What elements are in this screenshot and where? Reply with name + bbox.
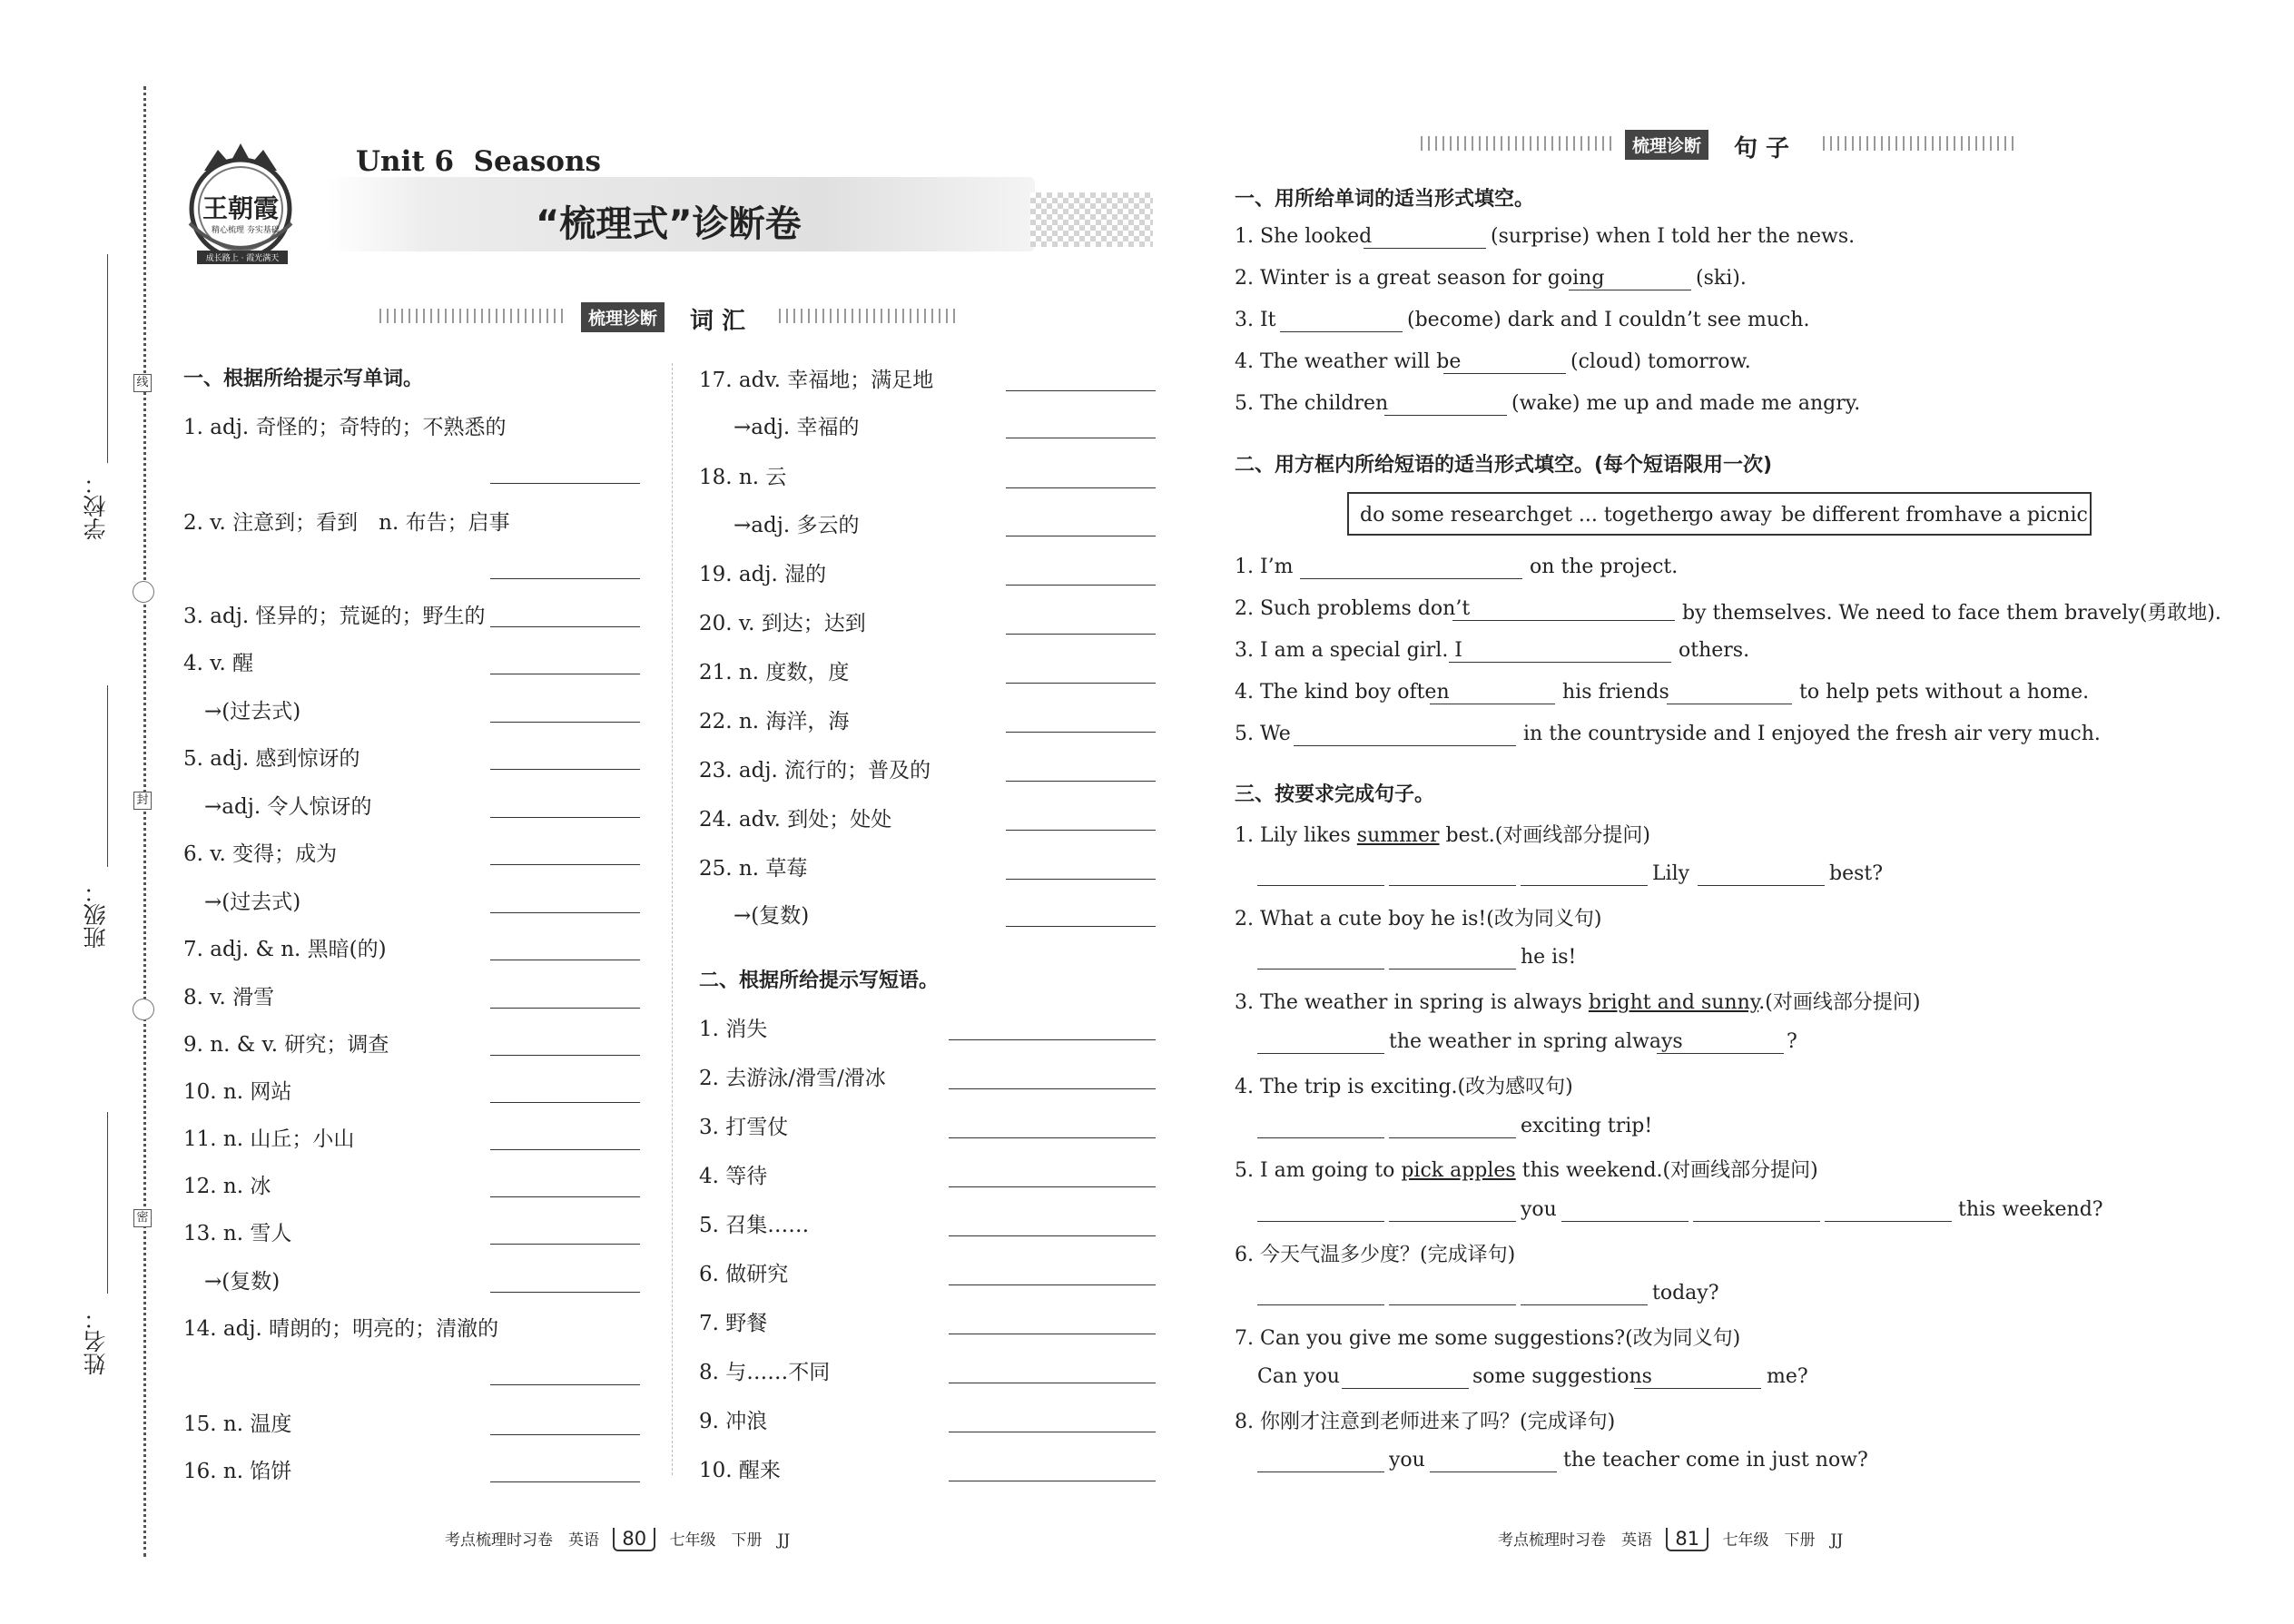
answer-blank[interactable] bbox=[490, 1008, 640, 1009]
vocab-item-label: →adj. 令人惊讶的 bbox=[204, 795, 372, 819]
answer-blank[interactable] bbox=[1634, 1388, 1761, 1389]
answer-blank[interactable] bbox=[1342, 1388, 1469, 1389]
vocab-item-label: 5. adj. 感到惊讶的 bbox=[183, 747, 360, 771]
binding-circle-icon bbox=[133, 581, 154, 603]
vocab-item-label: →(复数) bbox=[204, 1270, 281, 1294]
answer-blank[interactable] bbox=[1280, 331, 1403, 332]
q3-underlined: bright and sunny bbox=[1588, 991, 1759, 1014]
sentence-text: (wake) me up and made me angry. bbox=[1511, 392, 1861, 415]
paper-title: “梳理式”诊断卷 bbox=[536, 203, 802, 245]
vocab-item-label: 3. adj. 怪异的；荒诞的；野生的 bbox=[183, 605, 486, 628]
answer-blank[interactable] bbox=[1294, 745, 1516, 746]
answer-blank[interactable] bbox=[1006, 634, 1156, 635]
answer-blank[interactable] bbox=[949, 1039, 1156, 1040]
q6-end: today? bbox=[1652, 1282, 1719, 1304]
q5-mid: you bbox=[1521, 1198, 1557, 1221]
footer-right-grade: 七年级 下册 JJ bbox=[1722, 1531, 1844, 1550]
vocab-item-label: 9. n. & v. 研究；调查 bbox=[183, 1033, 389, 1057]
vocab-item-label: 2. v. 注意到；看到 n. 布告；启事 bbox=[183, 511, 510, 535]
sent-header-hatch-right bbox=[1823, 136, 2018, 151]
q2-prompt: 2. What a cute boy he is!(改为同义句) bbox=[1235, 908, 1602, 930]
answer-blank[interactable] bbox=[1006, 390, 1156, 391]
class-field-line bbox=[107, 685, 108, 867]
q7-mid: some suggestions bbox=[1472, 1365, 1652, 1388]
sent-part1-title: 一、用所给单词的适当形式填空。 bbox=[1235, 188, 1535, 211]
q7-start: Can you bbox=[1257, 1365, 1340, 1388]
vocab-item-label: 25. n. 草莓 bbox=[699, 857, 808, 881]
logo-slogan: 精心梳理 夯实基础 bbox=[212, 226, 280, 235]
phrase-item-label: 5. 召集…… bbox=[699, 1214, 810, 1237]
answer-blank[interactable] bbox=[1006, 926, 1156, 927]
unit-heading bbox=[356, 145, 601, 178]
answer-blank[interactable] bbox=[1364, 248, 1486, 249]
answer-blank[interactable] bbox=[1657, 1053, 1784, 1054]
answer-blank[interactable] bbox=[490, 1481, 640, 1482]
sent-part3-title: 三、按要求完成句子。 bbox=[1235, 783, 1435, 806]
answer-blank[interactable] bbox=[490, 1384, 640, 1385]
answer-blank[interactable] bbox=[1430, 1471, 1557, 1472]
sentence-text: by themselves. We need to face them bravely(勇敢地). bbox=[1682, 602, 2221, 625]
answer-blank[interactable] bbox=[1443, 373, 1566, 374]
phrase-box-item: have a picnic bbox=[1954, 504, 2088, 527]
binding-mark-line: 线 bbox=[133, 372, 152, 392]
vocab-column-divider bbox=[672, 363, 673, 1475]
answer-blank[interactable] bbox=[1257, 1221, 1384, 1222]
vocab-item-label: 24. adv. 到处；处处 bbox=[699, 808, 892, 832]
answer-blank[interactable] bbox=[490, 864, 640, 865]
phrase-item-label: 7. 野餐 bbox=[699, 1312, 768, 1335]
vocab-item-label: 12. n. 冰 bbox=[183, 1175, 271, 1198]
q4-end: exciting trip! bbox=[1521, 1115, 1653, 1137]
sentence-text: 3. It bbox=[1235, 309, 1276, 331]
vocab-item-label: 15. n. 温度 bbox=[183, 1412, 292, 1436]
sent-heading: 句 子 bbox=[1734, 135, 1790, 162]
answer-blank[interactable] bbox=[1521, 1304, 1648, 1305]
answer-blank[interactable] bbox=[1257, 885, 1384, 886]
answer-blank[interactable] bbox=[1257, 1471, 1384, 1472]
answer-blank[interactable] bbox=[1698, 885, 1825, 886]
sentence-text: (surprise) when I told her the news. bbox=[1491, 225, 1856, 248]
phrase-box-item: get ... together bbox=[1540, 504, 1691, 527]
sentence-text: (become) dark and I couldn’t see much. bbox=[1407, 309, 1810, 331]
footer-left-grade: 七年级 下册 JJ bbox=[669, 1531, 791, 1550]
phrase-item-label: 2. 去游泳/滑雪/滑冰 bbox=[699, 1067, 886, 1090]
answer-blank[interactable] bbox=[1006, 585, 1156, 586]
q8-end: the teacher come in just now? bbox=[1563, 1449, 1868, 1471]
vocab-item-label: 13. n. 雪人 bbox=[183, 1222, 292, 1245]
answer-blank[interactable] bbox=[490, 626, 640, 627]
answer-blank[interactable] bbox=[1257, 1053, 1384, 1054]
binding-circle-icon bbox=[133, 999, 154, 1020]
vocab-part2-title: 二、根据所给提示写短语。 bbox=[699, 969, 940, 992]
footer-right-page: 81 bbox=[1666, 1528, 1708, 1551]
q4-prompt: 4. The trip is exciting.(改为感叹句) bbox=[1235, 1076, 1573, 1098]
answer-blank[interactable] bbox=[949, 1088, 1156, 1089]
sentence-text: 2. Winter is a great season for going bbox=[1235, 267, 1605, 290]
answer-blank[interactable] bbox=[490, 769, 640, 770]
answer-blank[interactable] bbox=[949, 1284, 1156, 1285]
binding-dotted-line bbox=[143, 86, 146, 1557]
sentence-text: 1. I’m bbox=[1235, 556, 1294, 578]
vocab-item-label: 10. n. 网站 bbox=[183, 1080, 292, 1104]
sentence-text: (ski). bbox=[1696, 267, 1747, 290]
answer-blank[interactable] bbox=[490, 483, 640, 484]
sentence-text: 4. The kind boy often bbox=[1235, 681, 1450, 704]
vocab-item-label: 23. adj. 流行的；普及的 bbox=[699, 759, 931, 782]
answer-blank[interactable] bbox=[1006, 781, 1156, 782]
q1-word: Lily bbox=[1652, 862, 1690, 885]
answer-blank[interactable] bbox=[1006, 732, 1156, 733]
answer-blank[interactable] bbox=[1449, 662, 1671, 663]
vocab-header-hatch-left bbox=[379, 309, 566, 323]
answer-blank[interactable] bbox=[1389, 1137, 1516, 1138]
phrase-box-item: do some research bbox=[1360, 504, 1540, 527]
footer-left-series: 考点梳理时习卷 英语 bbox=[445, 1531, 599, 1550]
phrase-item-label: 6. 做研究 bbox=[699, 1263, 789, 1286]
logo-badge bbox=[177, 136, 304, 271]
unit-title: Seasons bbox=[473, 145, 601, 178]
q7-end: me? bbox=[1767, 1365, 1808, 1388]
vocab-item-label: 4. v. 醒 bbox=[183, 652, 254, 675]
name-field-line bbox=[107, 1112, 108, 1294]
sentence-text: to help pets without a home. bbox=[1799, 681, 2090, 704]
answer-blank[interactable] bbox=[1693, 1221, 1820, 1222]
q2-end: he is! bbox=[1521, 946, 1577, 969]
sentence-text: 4. The weather will be bbox=[1235, 350, 1462, 373]
answer-blank[interactable] bbox=[490, 722, 640, 723]
school-label: 学校： bbox=[83, 472, 109, 540]
q5-underlined: pick apples bbox=[1401, 1159, 1516, 1182]
phrase-item-label: 1. 消失 bbox=[699, 1018, 768, 1041]
sentence-text: others. bbox=[1679, 639, 1750, 662]
vocab-item-label: →adj. 多云的 bbox=[733, 514, 860, 537]
answer-blank[interactable] bbox=[490, 1434, 640, 1435]
q8-mid: you bbox=[1389, 1449, 1425, 1471]
answer-blank[interactable] bbox=[490, 1102, 640, 1103]
q3-mid: the weather in spring always bbox=[1389, 1030, 1683, 1053]
phrase-item-label: 9. 冲浪 bbox=[699, 1410, 768, 1433]
phrase-item-label: 3. 打雪仗 bbox=[699, 1116, 789, 1139]
sentence-text: on the project. bbox=[1530, 556, 1679, 578]
answer-blank[interactable] bbox=[490, 912, 640, 913]
vocab-item-label: 6. v. 变得；成为 bbox=[183, 842, 338, 866]
q1-prompt: 1. Lily likes summer best.(对画线部分提问) bbox=[1235, 824, 1650, 847]
binding-mark-seal: 封 bbox=[133, 790, 152, 810]
q5-end: this weekend? bbox=[1958, 1198, 2103, 1221]
vocab-part1-title: 一、根据所给提示写单词。 bbox=[183, 368, 424, 390]
vocab-item-label: →adj. 幸福的 bbox=[733, 416, 860, 439]
footer-right-series: 考点梳理时习卷 英语 bbox=[1498, 1531, 1652, 1550]
answer-blank[interactable] bbox=[1561, 1221, 1689, 1222]
sentence-text: 5. The children bbox=[1235, 392, 1389, 415]
phrase-item-label: 8. 与……不同 bbox=[699, 1361, 831, 1384]
vocab-item-label: 1. adj. 奇怪的；奇特的；不熟悉的 bbox=[183, 416, 507, 439]
vocab-item-label: 14. adj. 晴朗的；明亮的；清澈的 bbox=[183, 1317, 499, 1341]
vocab-header-hatch-right bbox=[779, 309, 960, 323]
vocab-heading: 词 汇 bbox=[690, 308, 746, 335]
answer-blank[interactable] bbox=[490, 817, 640, 818]
answer-blank[interactable] bbox=[1825, 1221, 1952, 1222]
sentence-text: (cloud) tomorrow. bbox=[1570, 350, 1751, 373]
answer-blank[interactable] bbox=[490, 1149, 640, 1150]
footer-left bbox=[445, 1527, 790, 1551]
vocab-item-label: 20. v. 到达；达到 bbox=[699, 612, 866, 635]
vocab-item-label: 18. n. 云 bbox=[699, 466, 787, 489]
answer-blank[interactable] bbox=[1006, 683, 1156, 684]
vocab-item-label: →(过去式) bbox=[204, 700, 301, 723]
answer-blank[interactable] bbox=[1300, 578, 1522, 579]
sentence-text: in the countryside and I enjoyed the fresh air very much. bbox=[1523, 723, 2101, 745]
answer-blank[interactable] bbox=[1452, 620, 1675, 621]
answer-blank[interactable] bbox=[490, 1244, 640, 1245]
sentence-text: his friends bbox=[1562, 681, 1669, 704]
vocab-item-label: 22. n. 海洋，海 bbox=[699, 710, 850, 733]
q1-end: best? bbox=[1829, 862, 1884, 885]
sentence-text: 3. I am a special girl. I bbox=[1235, 639, 1462, 662]
answer-blank[interactable] bbox=[1006, 487, 1156, 488]
q3-end: ? bbox=[1787, 1030, 1797, 1053]
logo-ribbon: 成长路上 · 霞光满天 bbox=[197, 251, 288, 264]
vocab-item-label: →(过去式) bbox=[204, 891, 301, 914]
footer-right bbox=[1498, 1527, 1843, 1551]
answer-blank[interactable] bbox=[1389, 885, 1516, 886]
binding-mark-tight: 密 bbox=[133, 1207, 152, 1227]
phrase-item-label: 10. 醒来 bbox=[699, 1459, 781, 1482]
vocab-item-label: →(复数) bbox=[733, 904, 810, 928]
answer-blank[interactable] bbox=[1257, 1304, 1384, 1305]
answer-blank[interactable] bbox=[1389, 1221, 1516, 1222]
vocab-tag: 梳理诊断 bbox=[581, 302, 665, 332]
answer-blank[interactable] bbox=[1521, 885, 1648, 886]
q3-prompt: 3. The weather in spring is always bright and sunny.(对画线部分提问) bbox=[1235, 991, 1921, 1014]
vocab-item-label: 16. n. 馅饼 bbox=[183, 1460, 292, 1483]
answer-blank[interactable] bbox=[949, 1235, 1156, 1236]
answer-blank[interactable] bbox=[490, 1292, 640, 1293]
vocab-item-label: 11. n. 山丘；小山 bbox=[183, 1127, 355, 1151]
class-label: 班级： bbox=[83, 881, 109, 949]
answer-blank[interactable] bbox=[490, 1196, 640, 1197]
q6-prompt: 6. 今天气温多少度？(完成译句) bbox=[1235, 1244, 1516, 1266]
answer-blank[interactable] bbox=[1257, 1137, 1384, 1138]
phrase-item-label: 4. 等待 bbox=[699, 1165, 768, 1188]
sentence-text: 1. She looked bbox=[1235, 225, 1373, 248]
vocab-item-label: 7. adj. & n. 黑暗(的) bbox=[183, 938, 387, 961]
logo-brand: 王朝霞 bbox=[202, 193, 280, 223]
answer-blank[interactable] bbox=[1389, 1304, 1516, 1305]
vocab-item-label: 8. v. 滑雪 bbox=[183, 986, 275, 1009]
answer-blank[interactable] bbox=[949, 1137, 1156, 1138]
sent-tag: 梳理诊断 bbox=[1625, 130, 1708, 160]
sent-header-hatch-left bbox=[1421, 136, 1616, 151]
q8-prompt: 8. 你刚才注意到老师进来了吗？(完成译句) bbox=[1235, 1411, 1616, 1433]
answer-blank[interactable] bbox=[490, 1055, 640, 1056]
phrase-box-item: be different from bbox=[1781, 504, 1954, 527]
unit-number: Unit 6 bbox=[356, 145, 455, 178]
answer-blank[interactable] bbox=[1006, 830, 1156, 831]
answer-blank[interactable] bbox=[1006, 879, 1156, 880]
school-field-line bbox=[107, 254, 108, 463]
q7-prompt: 7. Can you give me some suggestions?(改为同义句) bbox=[1235, 1327, 1741, 1350]
sentence-text: 5. We bbox=[1235, 723, 1291, 745]
footer-left-page: 80 bbox=[613, 1528, 655, 1551]
phrase-box-item: go away bbox=[1689, 504, 1772, 527]
q5-prompt: 5. I am going to pick apples this weekend.(对画线部分提问) bbox=[1235, 1159, 1818, 1182]
vocab-item-label: 21. n. 度数，度 bbox=[699, 661, 850, 684]
answer-blank[interactable] bbox=[490, 578, 640, 579]
banner-checker bbox=[1030, 192, 1153, 247]
sent-part2-title: 二、用方框内所给短语的适当形式填空。(每个短语限用一次) bbox=[1235, 454, 1773, 477]
name-label: 姓名： bbox=[83, 1307, 109, 1375]
answer-blank[interactable] bbox=[949, 1186, 1156, 1187]
q1-underlined: summer bbox=[1356, 824, 1440, 847]
vocab-item-label: 17. adv. 幸福地；满足地 bbox=[699, 369, 934, 392]
vocab-item-label: 19. adj. 湿的 bbox=[699, 563, 827, 586]
answer-blank[interactable] bbox=[1384, 415, 1507, 416]
sentence-text: 2. Such problems don’t bbox=[1235, 597, 1471, 620]
